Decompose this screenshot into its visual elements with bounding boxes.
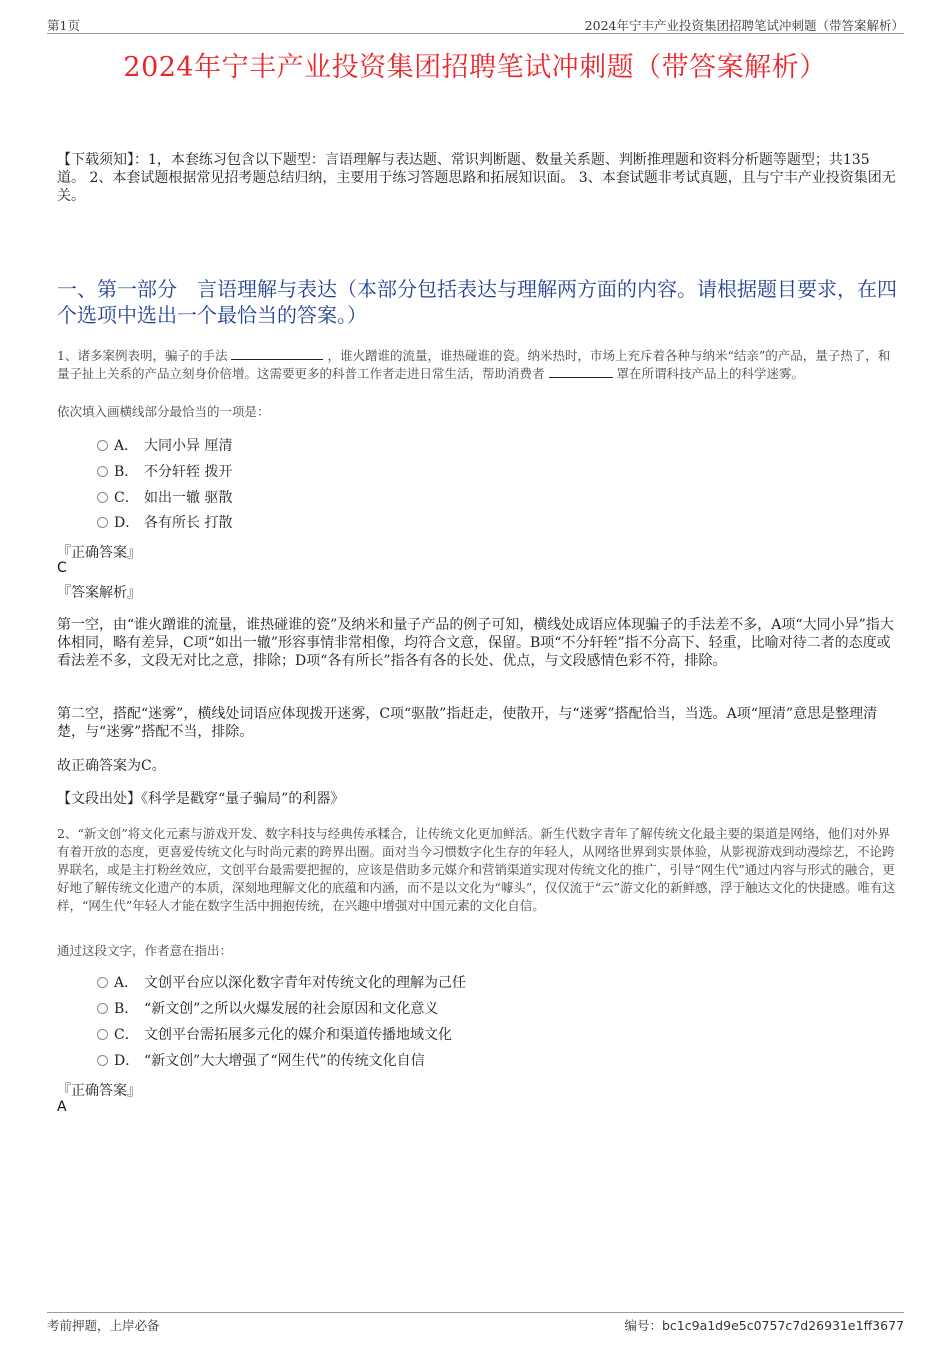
document-title: 2024年宁丰产业投资集团招聘笔试冲刺题（带答案解析） <box>123 52 827 83</box>
q1-analysis-paragraph-2: 第二空，搭配“迷雾”，横线处词语应体现拨开迷雾，C项“驱散”指赶走，使散开，与“迷雾”搭配恰当，当选。A项“厘清”意思是整理清楚，与“迷雾”搭配不当，排除。 <box>57 706 878 740</box>
radio-icon[interactable] <box>97 1029 108 1040</box>
question-1-text <box>57 347 899 383</box>
question-2-prompt: 通过这段文字，作者意在指出： <box>57 943 233 958</box>
question-2-text: 2、“新文创”将文化元素与游戏开发、数字科技与经典传承糅合，让传统文化更加鲜活。新生代数字青年了解传统文化最主要的渠道是网络，他们对外界有着开放的态度，更喜爱传统文化与时尚元素的跨界出圈。面对当今习惯数字化生存的年轻人，从网络世界到实景体验，从影视游戏到动漫综艺，不论跨界联名，或是主打粉丝效应，文创平台最需要把握的，应该是借助多元媒介和营销渠道实现对传统文化的推广，引导“网生代”通过内容与形式的融合，更好地了解传统文化遗产的本质，深刻地理解文化的底蕴和内涵，而不是以文化为“噱头”，仅仅流于“云”游文化的新鲜感，浮于触达文化的快捷感。唯有这样，“网生代”年轻人才能在数字生活中拥抱传统，在兴趣中增强对中国元素的文化自信。 <box>57 826 896 913</box>
q2-option-c[interactable]: C． 文创平台需拓展多元化的媒介和渠道传播地域文化 <box>97 1025 452 1045</box>
page-footer <box>47 1312 904 1333</box>
q2-answer-label: 『正确答案』 <box>57 1083 141 1099</box>
q2-option-a[interactable]: A． 文创平台应以深化数字青年对传统文化的理解为己任 <box>97 973 466 993</box>
q1-source: 【文段出处】《科学是戳穿“量子骗局”的利器》 <box>57 791 345 807</box>
fill-blank-1 <box>231 347 323 360</box>
radio-icon[interactable] <box>97 1003 108 1014</box>
q1-option-c[interactable]: C． 如出一辙 驱散 <box>97 488 232 508</box>
footer-code-value: bc1c9a1d9e5c0757c7d26931e1ff3677 <box>661 1318 904 1333</box>
q1-option-a[interactable]: A． 大同小异 厘清 <box>97 436 232 456</box>
q2-option-d[interactable]: D． “新文创”大大增强了“网生代”的传统文化自信 <box>97 1051 425 1071</box>
q1-text-part-b: ，谁火蹭谁的流量，谁热碰谁的瓷。纳米热时，市场上充斥着各种与纳米“结亲”的产品，量子热了，和量子扯上关系的产品立刻身价倍增。这需要更多的科普工作者走进日常生活，帮助消费者 <box>57 348 891 381</box>
footer-code <box>624 1316 904 1334</box>
section-title: 一、第一部分 言语理解与表达（本部分包括表达与理解两方面的内容。请根据题目要求，在四个选项中选出一个最恰当的答案。） <box>57 277 897 327</box>
radio-icon[interactable] <box>97 440 108 451</box>
page-header <box>47 14 904 34</box>
radio-icon[interactable] <box>97 1055 108 1066</box>
radio-icon[interactable] <box>97 492 108 503</box>
q1-analysis-conclusion: 故正确答案为C。 <box>57 758 166 774</box>
footer-slogan: 考前押题，上岸必备 <box>47 1318 160 1333</box>
radio-icon[interactable] <box>97 977 108 988</box>
page-number-label: 第1页 <box>47 18 80 33</box>
q1-answer-label: 『正确答案』 <box>57 545 141 561</box>
q1-analysis-label: 『答案解析』 <box>57 585 141 601</box>
q2-option-b[interactable]: B． “新文创”之所以火爆发展的社会原因和文化意义 <box>97 999 438 1019</box>
download-notice: 【下载须知】：1，本套练习包含以下题型：言语理解与表达题、常识判断题、数量关系题、判断推理题和资料分析题等题型；共135道。 2、本套试题根据常见招考题总结归纳，主要用于练习答题思路和拓展知识面。 3、本套试题非考试真题，且与宁丰产业投资集团无关。 <box>57 152 896 204</box>
header-doc-title: 2024年宁丰产业投资集团招聘笔试冲刺题（带答案解析） <box>584 18 904 33</box>
fill-blank-2 <box>549 365 613 378</box>
q1-text-part-c: 罩在所谓科技产品上的科学迷雾。 <box>616 366 804 381</box>
q1-text-part-a: 1、诸多案例表明，骗子的手法 <box>57 348 228 363</box>
q2-answer: A <box>57 1099 67 1115</box>
q1-answer: C <box>57 560 67 576</box>
radio-icon[interactable] <box>97 517 108 528</box>
q1-option-d[interactable]: D． 各有所长 打散 <box>97 513 232 533</box>
q1-analysis-paragraph-1: 第一空，由“谁火蹭谁的流量，谁热碰谁的瓷”及纳米和量子产品的例子可知，横线处成语应体现骗子的手法差不多，A项“大同小异”指大体相同，略有差异，C项“如出一辙”形容事情非常相像，均符合文意，保留。B项“不分轩轾”指不分高下、轻重，比喻对待二者的态度或看法差不多，文段无对比之意，排除；D项“各有所长”指各有各的长处、优点，与文段感情色彩不符，排除。 <box>57 617 894 669</box>
q1-option-b[interactable]: B． 不分轩轾 拨开 <box>97 462 232 482</box>
radio-icon[interactable] <box>97 466 108 477</box>
question-1-prompt: 依次填入画横线部分最恰当的一项是： <box>57 404 270 419</box>
footer-code-label: 编号： <box>624 1318 662 1333</box>
